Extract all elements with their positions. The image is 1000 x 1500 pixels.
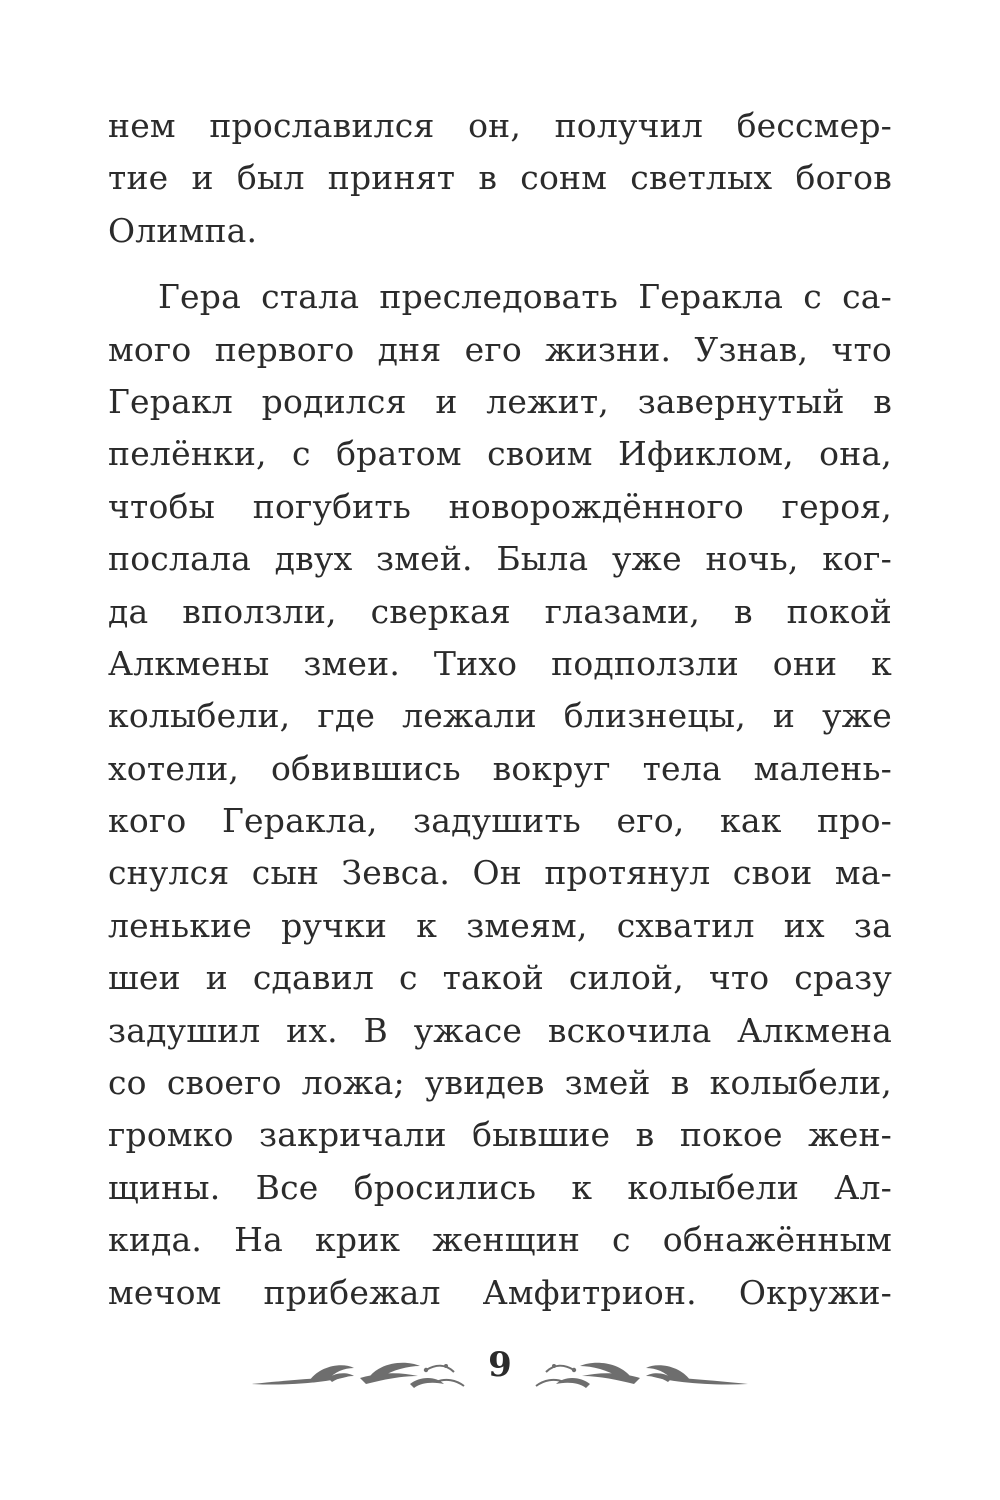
text-line: послала двух змей. Была уже ночь, ког- [108,539,892,579]
text-line: колыбели, где лежали близнецы, и уже [108,696,892,736]
text-line: шеи и сдавил с такой силой, что сразу [108,958,892,998]
text-line: мечом прибежал Амфитрион. Окружи- [108,1272,892,1312]
text-line: Олимпа. [108,210,258,250]
flourish-ornament-icon [250,1354,470,1394]
text-line: пелёнки, с братом своим Ификлом, она, [108,434,892,474]
text-line: хотели, обвившись вокруг тела малень- [108,748,892,788]
paragraph [108,100,892,257]
text-line: мого первого дня его жизни. Узнав, что [108,329,892,369]
text-line: задушил их. В ужасе вскочила Алкмена [108,1010,892,1050]
paragraph [108,271,892,1319]
page-text [108,100,892,1319]
text-line: Геракл родился и лежит, завернутый в [108,381,892,421]
text-line: Гера стала преследовать Геракла с са- [158,277,892,317]
text-line: чтобы погубить новорождённого героя, [108,486,892,526]
page-footer [0,1340,1000,1410]
flourish-ornament-icon [530,1354,750,1394]
paragraph-spacer [108,257,892,271]
text-line: щины. Все бросились к колыбели Ал- [108,1167,892,1207]
text-line: да вползли, сверкая глазами, в покой [108,591,892,631]
text-line: тие и был принят в сонм светлых богов [108,158,892,198]
text-line: нем прославился он, получил бессмер- [108,106,892,145]
text-line: кого Геракла, задушить его, как про- [108,801,892,841]
text-line: громко закричали бывшие в покое жен- [108,1115,892,1155]
text-line: ленькие ручки к змеям, схватил их за [108,905,892,945]
text-line: кида. На крик женщин с обнажённым [108,1220,892,1260]
page-number: 9 [488,1345,512,1385]
text-line: снулся сын Зевса. Он протянул свои ма- [108,853,892,893]
text-line: Алкмены змеи. Тихо подползли они к [108,643,892,683]
text-line: со своего ложа; увидев змей в колыбели, [108,1063,892,1103]
